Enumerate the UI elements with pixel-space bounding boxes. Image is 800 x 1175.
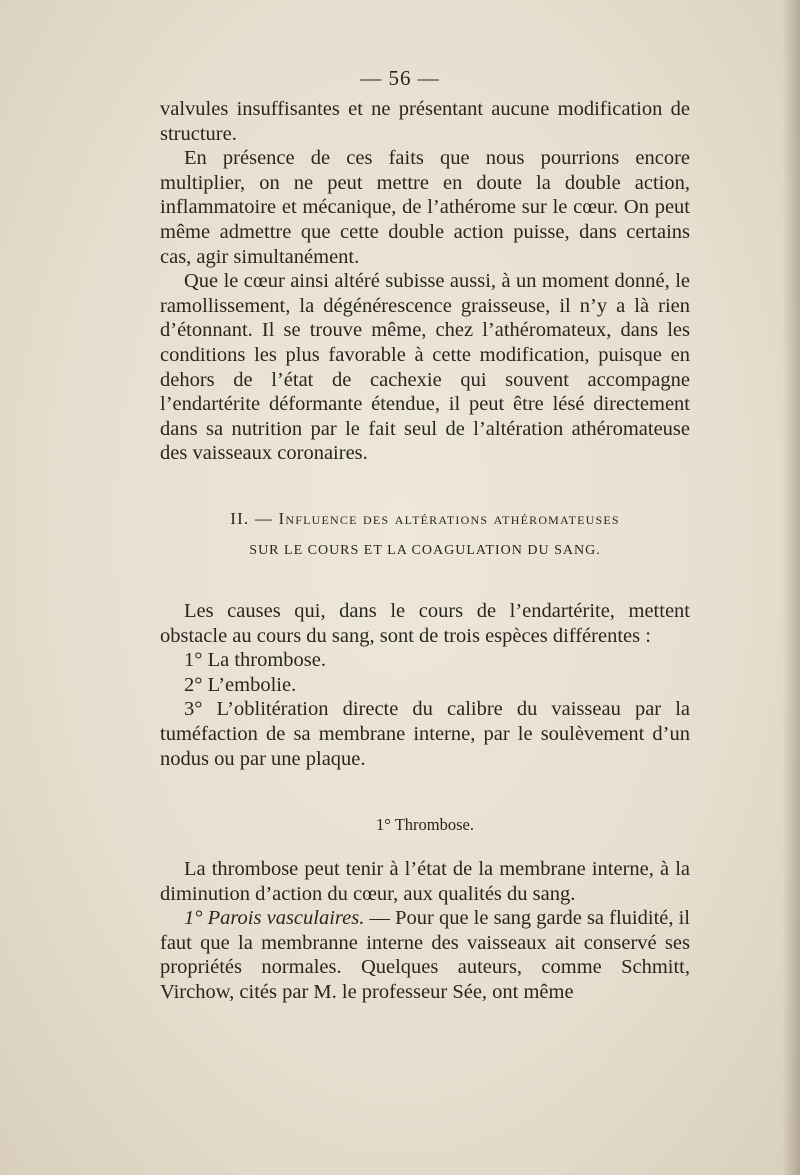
page-edge-shadow xyxy=(782,0,800,1175)
top-text-block xyxy=(160,97,690,466)
paragraph xyxy=(160,906,690,1004)
paragraph: valvules insuffisantes et ne présentant aucune modification de structure. xyxy=(160,98,690,145)
list-item: 1° La thrombose. xyxy=(184,649,326,672)
paragraph-text: — Pour que le sang garde sa fluidité, il faut que la membranne interne des vaisseaux ait conservé ses propriétés normales. Quelques auteurs, comme Schmitt, Virchow, cités par M. le professeur Sée, ont même xyxy=(160,907,691,1003)
section-heading: II. — Influence des altérations athéromateuses xyxy=(230,509,620,528)
thrombose-block xyxy=(160,857,690,1005)
paragraph: La thrombose peut tenir à l’état de la membrane interne, à la diminution d’action du cœur, aux qualités du sang. xyxy=(160,858,690,905)
italic-label: 1° Parois vasculaires. xyxy=(184,907,365,930)
page-number: — 56 — xyxy=(360,66,440,90)
paragraph: En présence de ces faits que nous pourrions encore multiplier, on ne peut mettre en doute la double action, inflammatoire et mécanique, de l’athérome sur le cœur. On peut même admettre que cette double action puisse, dans certains cas, agir simultanément. xyxy=(160,147,690,268)
list-item: 2° L’embolie. xyxy=(184,673,297,696)
list-item: 3° L’oblitération directe du calibre du vaisseau par la tuméfaction de sa membrane interne, par le soulèvement d’un nodus ou par une plaque. xyxy=(160,698,690,770)
paragraph: Que le cœur ainsi altéré subisse aussi, à un moment donné, le ramollissement, la dégénérescence graisseuse, il n’y a là rien d’étonnant. Il se trouve même, chez l’athéromateux, dans les conditions les plus favorable à cette modification, puisque en dehors de l’état de cachexie qui souvent accompagne l’endartérite déformante étendue, il peut être lésé directement dans sa nutrition par le fait seul de l’altération athéromateuse des vaisseaux coronaires. xyxy=(160,270,690,465)
section-heading-continuation: SUR LE COURS ET LA COAGULATION DU SANG. xyxy=(249,543,601,558)
subsection-heading: 1° Thrombose. xyxy=(376,815,474,834)
causes-block xyxy=(160,599,690,771)
paragraph: Les causes qui, dans le cours de l’endartérite, mettent obstacle au cours du sang, sont de trois espèces différentes : xyxy=(160,600,690,647)
